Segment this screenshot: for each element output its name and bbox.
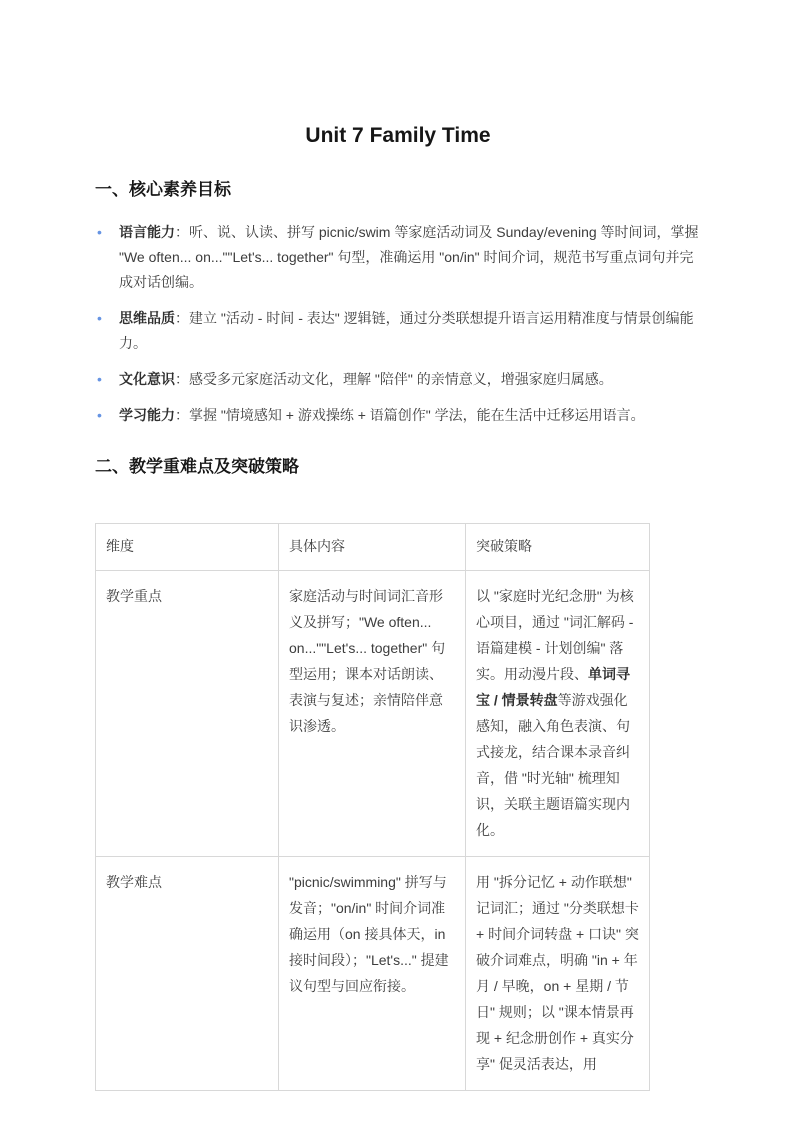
goal-label: 学习能力 [119, 407, 175, 423]
strategy-text: 以 "家庭时光纪念册" 为核心项目，通过 "词汇解码 - 语篇建模 - 计划创编" 落实。用动漫片段、 [476, 588, 634, 682]
document-content [95, 0, 701, 1091]
goal-text [119, 220, 701, 295]
list-item [95, 367, 701, 392]
column-header-strategy: 突破策略 [466, 524, 650, 571]
goal-label: 文化意识 [119, 371, 175, 387]
goal-label: 思维品质 [119, 310, 175, 326]
goal-body: ：听、说、认读、拼写 picnic/swim 等家庭活动词及 Sunday/evening 等时间词，掌握 "We often... on...""Let's... together" 句型，准确运用 "on/in" 时间介词，规范书写重点词句并完成对话创编。 [119, 224, 699, 290]
goal-body: ：感受多元家庭活动文化，理解 "陪伴" 的亲情意义，增强家庭归属感。 [175, 371, 613, 387]
table-header-row [96, 524, 650, 571]
goal-body: ：掌握 "情境感知 + 游戏操练 + 语篇创作" 学法，能在生活中迁移运用语言。 [175, 407, 645, 423]
bullet-icon: • [97, 407, 102, 423]
goal-text [119, 306, 701, 356]
column-header-dimension: 维度 [96, 524, 279, 571]
goal-body: ：建立 "活动 - 时间 - 表达" 逻辑链，通过分类联想提升语言运用精准度与情景创编能力。 [119, 310, 694, 351]
bullet-icon: • [97, 371, 102, 387]
column-header-content: 具体内容 [279, 524, 466, 571]
key-points-table [95, 523, 650, 1091]
section-heading-key-points: 二、教学重难点及突破策略 [95, 457, 299, 476]
cell-content: "picnic/swimming" 拼写与发音；"on/in" 时间介词准确运用（on 接具体天，in 接时间段）；"Let's..." 提建议句型与回应衔接。 [279, 857, 466, 1091]
cell-strategy [466, 857, 650, 1091]
section-heading-core-goals: 一、核心素养目标 [95, 180, 231, 199]
core-goals-list [95, 220, 701, 428]
table-row [96, 857, 650, 1091]
cell-dimension: 教学重点 [96, 571, 279, 857]
list-item [95, 306, 701, 356]
goal-text [119, 403, 701, 428]
bullet-icon: • [97, 310, 102, 326]
bullet-icon: • [97, 224, 102, 240]
list-item [95, 220, 701, 295]
cell-strategy [466, 571, 650, 857]
table-row [96, 571, 650, 857]
strategy-text-bold: 单词寻宝 / 情景转盘 [476, 666, 630, 708]
strategy-text: 用 "拆分记忆 + 动作联想" 记词汇；通过 "分类联想卡 + 时间介词转盘 + 口诀" 突破介词难点，明确 "in + 年月 / 早晚，on + 星期 / 节日" 规则；以 "课本情景再现 + 纪念册创作 + 真实分享" 促灵活表达，用 [476, 874, 639, 1072]
cell-dimension: 教学难点 [96, 857, 279, 1091]
cell-content: 家庭活动与时间词汇音形义及拼写；"We often... on...""Let's... together" 句型运用；课本对话朗读、表演与复述；亲情陪伴意识渗透。 [279, 571, 466, 857]
goal-label: 语言能力 [119, 224, 175, 240]
goal-text [119, 367, 701, 392]
strategy-text: 等游戏强化感知，融入角色表演、句式接龙，结合课本录音纠音，借 "时光轴" 梳理知识，关联主题语篇实现内化。 [476, 692, 630, 838]
list-item [95, 403, 701, 428]
page-title: Unit 7 Family Time [305, 124, 491, 147]
